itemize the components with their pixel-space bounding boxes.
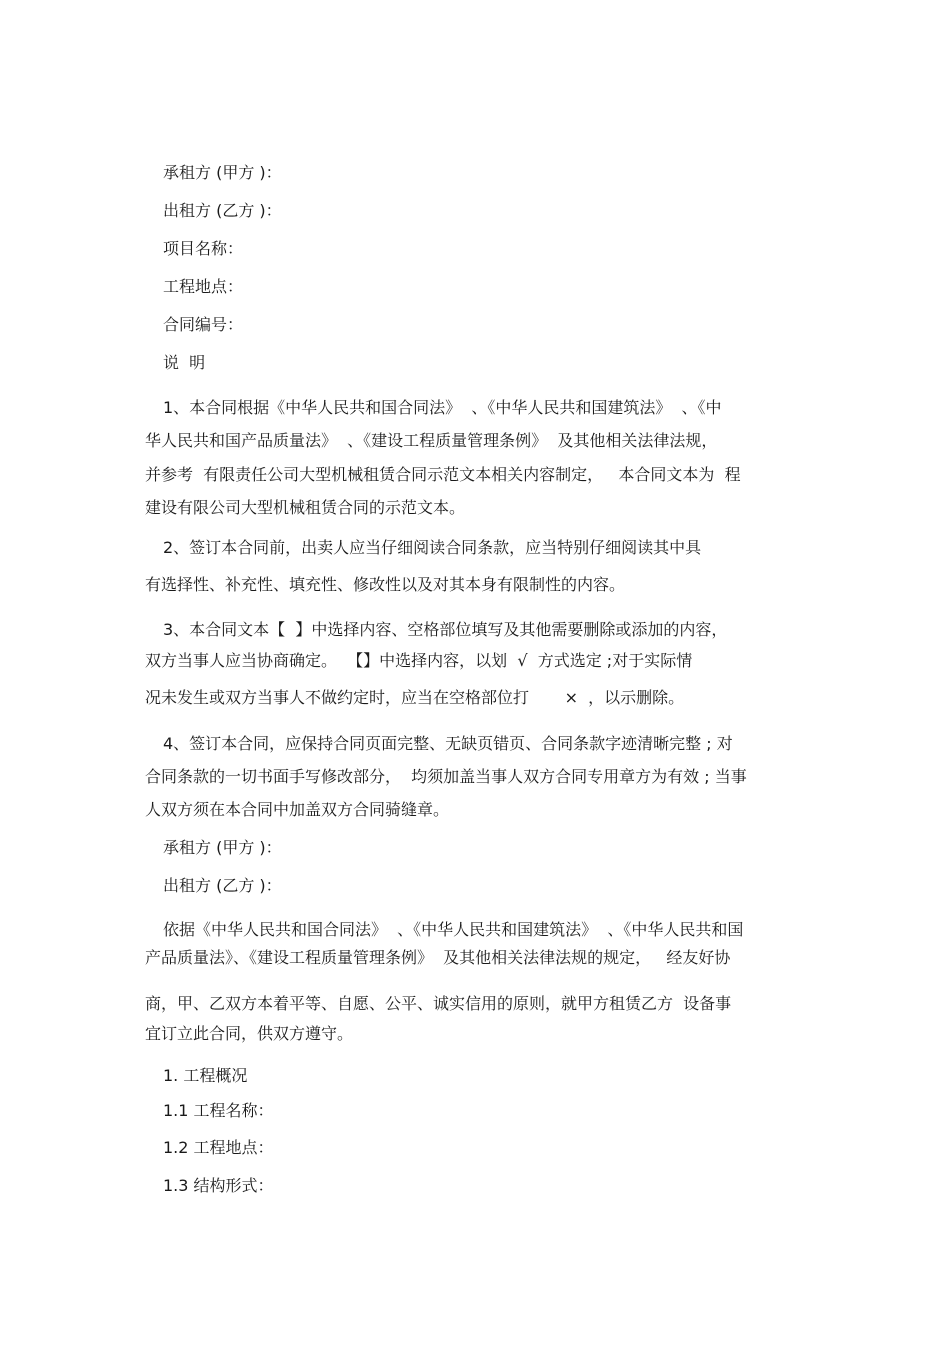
note-3-line-3: 况未发生或双方当事人不做约定时，应当在空格部位打 × ，以示删除。 (145, 688, 685, 707)
note-4-line-3: 人双方须在本合同中加盖双方合同骑缝章。 (145, 800, 450, 819)
preamble-line-4: 宜订立此合同，供双方遵守。 (145, 1024, 354, 1043)
preamble-line-2: 产品质量法》、《建设工程质量管理条例》 及其他相关法律法规的规定， 经友好协 (145, 948, 731, 967)
section-title: 1. 工程概况 (163, 1066, 248, 1085)
section-item-2: 1.2 工程地点： (163, 1138, 274, 1157)
note-1-line-2: 华人民共和国产品质量法》 、《建设工程质量管理条例》 及其他相关法律法规， (145, 431, 718, 450)
preamble-line-3: 商，甲、乙双方本着平等、自愿、公平、诚实信用的原则，就甲方租赁乙方 设备事 (145, 994, 732, 1013)
note-1-line-4: 建设有限公司大型机械租赁合同的示范文本。 (145, 498, 466, 517)
party-lessor: 出租方 (乙方 )： (163, 876, 282, 895)
lessor-field: 出租方 (乙方 )： (163, 201, 282, 220)
note-4-line-2: 合同条款的一切书面手写修改部分， 均须加盖当事人双方合同专用章方为有效 ; 当事 (145, 767, 747, 786)
contract-number-field: 合同编号： (163, 315, 244, 334)
party-lessee: 承租方 (甲方 )： (163, 838, 282, 857)
section-item-3: 1.3 结构形式： (163, 1176, 274, 1195)
note-3-line-1: 3、本合同文本【 】中选择内容、空格部位填写及其他需要删除或添加的内容， (163, 620, 728, 639)
project-location-field: 工程地点： (163, 277, 244, 296)
note-3-line-2: 双方当事人应当协商确定。 【】中选择内容，以划 √ 方式选定 ;对于实际情 (145, 651, 693, 670)
note-2-line-2: 有选择性、补充性、填充性、修改性以及对其本身有限制性的内容。 (145, 575, 626, 594)
note-4-line-1: 4、签订本合同，应保持合同页面完整、无缺页错页、合同条款字迹清晰完整 ; 对 (163, 734, 733, 753)
preamble-line-1: 依据《中华人民共和国合同法》 、《中华人民共和国建筑法》 、《中华人民共和国 (163, 920, 744, 939)
project-name-field: 项目名称： (163, 239, 244, 258)
lessee-field: 承租方 (甲方 )： (163, 163, 282, 182)
notes-title: 说 明 (163, 353, 206, 372)
note-1-line-1: 1、本合同根据《中华人民共和国合同法》 、《中华人民共和国建筑法》 、《中 (163, 398, 722, 417)
note-1-line-3: 并参考 有限责任公司大型机械租赁合同示范文本相关内容制定， 本合同文本为 程 (145, 465, 741, 484)
section-item-1: 1.1 工程名称： (163, 1101, 274, 1120)
note-2-line-1: 2、签订本合同前，出卖人应当仔细阅读合同条款，应当特别仔细阅读其中具 (163, 538, 702, 557)
